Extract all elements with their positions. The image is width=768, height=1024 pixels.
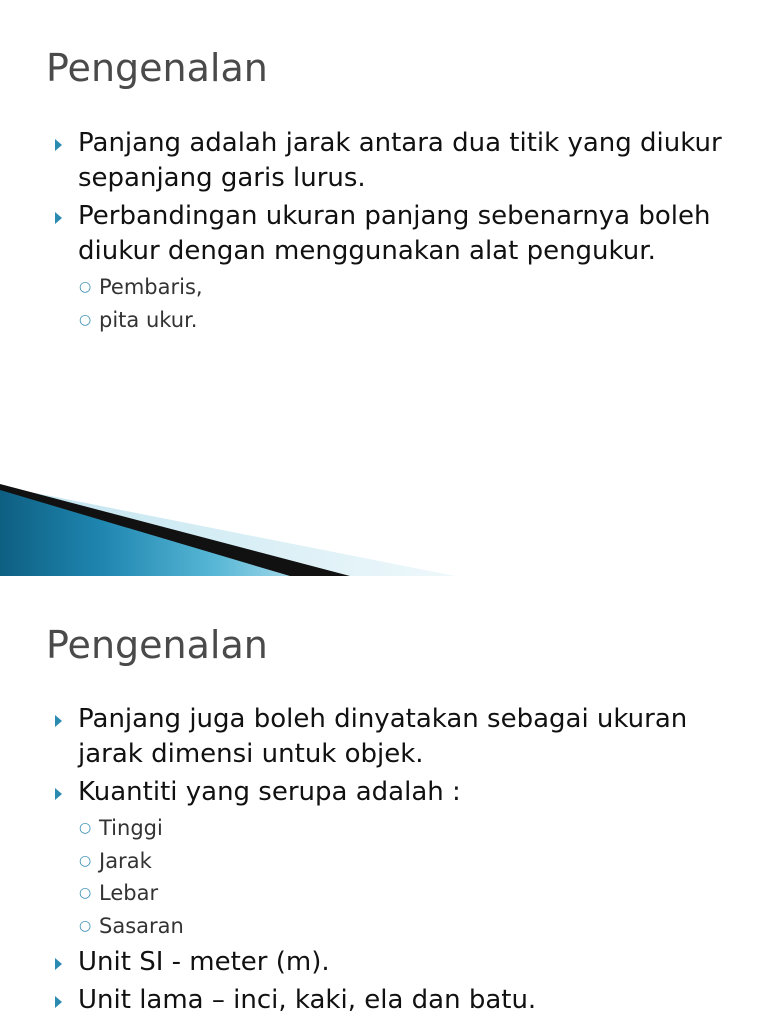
bullet-list xyxy=(48,702,748,1021)
sub-bullet-text: Sasaran xyxy=(99,913,184,938)
sub-bullet-list xyxy=(78,812,748,942)
sub-bullet-item xyxy=(78,812,748,845)
triangle-right-icon xyxy=(55,996,62,1008)
sub-bullet-text: pita ukur. xyxy=(99,307,198,332)
bullet-item xyxy=(48,945,748,980)
hollow-circle-icon: ○ xyxy=(79,279,92,295)
hollow-circle-icon: ○ xyxy=(79,311,92,328)
bullet-text: Panjang adalah jarak antara dua titik yang diukur sepanjang garis lurus. xyxy=(78,128,722,193)
sub-bullet-text: Tinggi xyxy=(99,816,163,840)
triangle-right-icon xyxy=(55,212,62,224)
bullet-item xyxy=(48,126,748,196)
bullet-list xyxy=(48,126,748,339)
bullet-item xyxy=(48,983,748,1018)
bullet-item xyxy=(48,702,748,772)
sub-bullet-item xyxy=(78,910,748,943)
swoosh-decoration xyxy=(0,480,768,576)
sub-bullet-text: Pembaris, xyxy=(99,275,203,299)
hollow-circle-icon: ○ xyxy=(79,820,92,836)
slide-title: Pengenalan xyxy=(46,623,268,667)
sub-bullet-item xyxy=(78,845,748,878)
bullet-text: Perbandingan ukuran panjang sebenarnya boleh diukur dengan menggunakan alat pengukur. xyxy=(78,201,711,266)
bullet-item xyxy=(48,775,748,942)
hollow-circle-icon: ○ xyxy=(79,917,92,934)
sub-bullet-item xyxy=(78,877,748,910)
sub-bullet-text: Lebar xyxy=(99,881,159,905)
slide-title: Pengenalan xyxy=(46,46,268,90)
hollow-circle-icon: ○ xyxy=(79,885,92,901)
triangle-right-icon xyxy=(55,958,62,970)
hollow-circle-icon: ○ xyxy=(79,852,92,869)
slide-2 xyxy=(0,576,768,1024)
sub-bullet-list xyxy=(78,271,748,336)
bullet-item xyxy=(48,199,748,336)
bullet-text: Kuantiti yang serupa adalah : xyxy=(78,777,461,807)
sub-bullet-text: Jarak xyxy=(99,848,152,873)
sub-bullet-item xyxy=(78,271,748,304)
bullet-text: Unit SI - meter (m). xyxy=(78,947,330,977)
sub-bullet-item xyxy=(78,304,748,337)
triangle-right-icon xyxy=(55,139,62,151)
bullet-text: Panjang juga boleh dinyatakan sebagai ukuran jarak dimensi untuk objek. xyxy=(78,704,688,769)
bullet-text: Unit lama – inci, kaki, ela dan batu. xyxy=(78,985,537,1015)
triangle-right-icon xyxy=(55,788,62,800)
triangle-right-icon xyxy=(55,715,62,727)
